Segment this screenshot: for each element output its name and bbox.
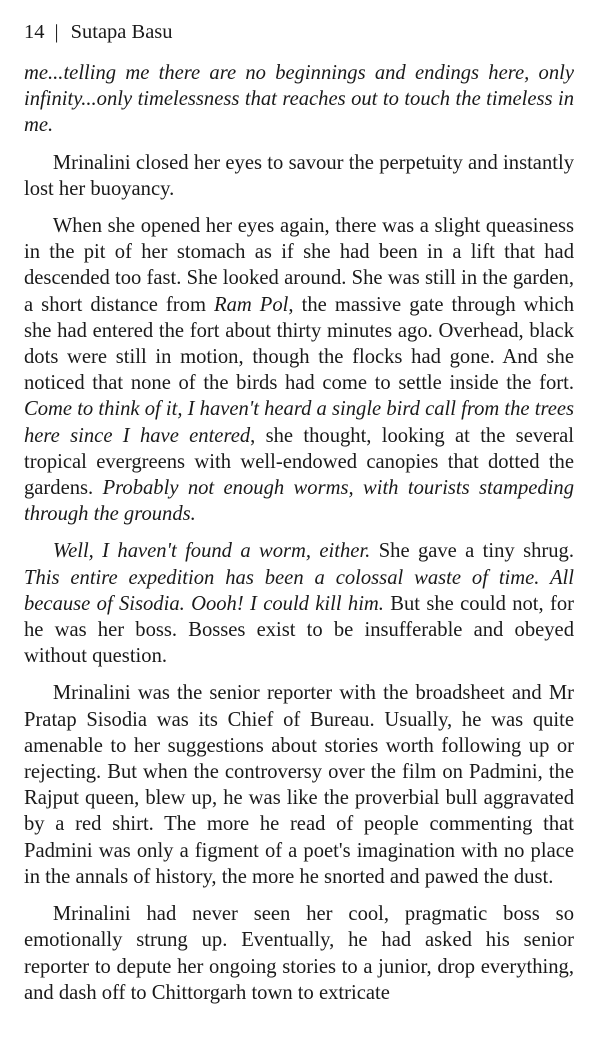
italic-place-name: Ram Pol [214, 293, 289, 316]
italic-thought: Probably not enough worms, with tourists stampeding through the grounds. [24, 477, 574, 526]
text-run: , the massive gate through which she had entered the fort about thirty minutes ago. Overhead, black dots were still in motion, though the flocks had gone. And she noticed that none of the birds had come to settle inside the fort. [24, 293, 574, 395]
page-number: 14 [24, 21, 45, 43]
body-text [24, 60, 574, 1006]
paragraph-6 [24, 901, 574, 1006]
paragraph-1 [24, 60, 574, 139]
text-run: When she opened her eyes again, there was a slight queasiness in the pit of her stomach as if she had been in a lift that had descended too fast. She looked around. She was still in the garden, a short distance from [24, 215, 574, 316]
text-run: Mrinalini had never seen her cool, pragmatic boss so emotionally strung up. Eventually, he had asked his senior reporter to depute her ongoing stories to a junior, drop everything, and dash off to Chittorgarh town to extricate [24, 903, 574, 1004]
running-header [24, 18, 574, 46]
italic-thought: Come to think of it, I haven't heard a single bird call from the trees here since I have entered [24, 398, 574, 447]
italic-text: me...telling me there are no beginnings and endings here, only infinity...only timelessness that reaches out to touch the timeless in me. [24, 62, 574, 137]
italic-thought: Well, I haven't found a worm, either. [52, 540, 371, 563]
paragraph-2 [24, 150, 574, 202]
text-run: Mrinalini closed her eyes to savour the perpetuity and instantly lost her buoyancy. [24, 151, 574, 200]
text-run: , she thought, looking at the several tropical evergreens with well-endowed canopies that dotted the gardens. [24, 424, 574, 500]
paragraph-4 [24, 538, 574, 669]
text-run: But she could not, for he was her boss. Bosses exist to be insufferable and obeyed without question. [24, 592, 574, 668]
header-separator: | [54, 21, 59, 43]
paragraph-5 [24, 680, 574, 890]
italic-thought: This entire expedition has been a colossal waste of time. All because of Sisodia. Oooh! I could kill him. [24, 566, 574, 615]
author-name: Sutapa Basu [70, 21, 173, 43]
text-run: Mrinalini was the senior reporter with the broadsheet and Mr Pratap Sisodia was its Chief of Bureau. Usually, he was quite amenable to her suggestions about stories worth following up or rejecting. But when the controversy over the film on Padmini, the Rajput queen, blew up, he was like the proverbial bull aggravated by a red shirt. The more he read of people commenting that Padmini was only a figment of a poet's imagination with no place in the annals of history, the more he snorted and pawed the dust. [24, 682, 574, 888]
paragraph-3 [24, 213, 574, 527]
text-run: She gave a tiny shrug. [370, 540, 574, 563]
